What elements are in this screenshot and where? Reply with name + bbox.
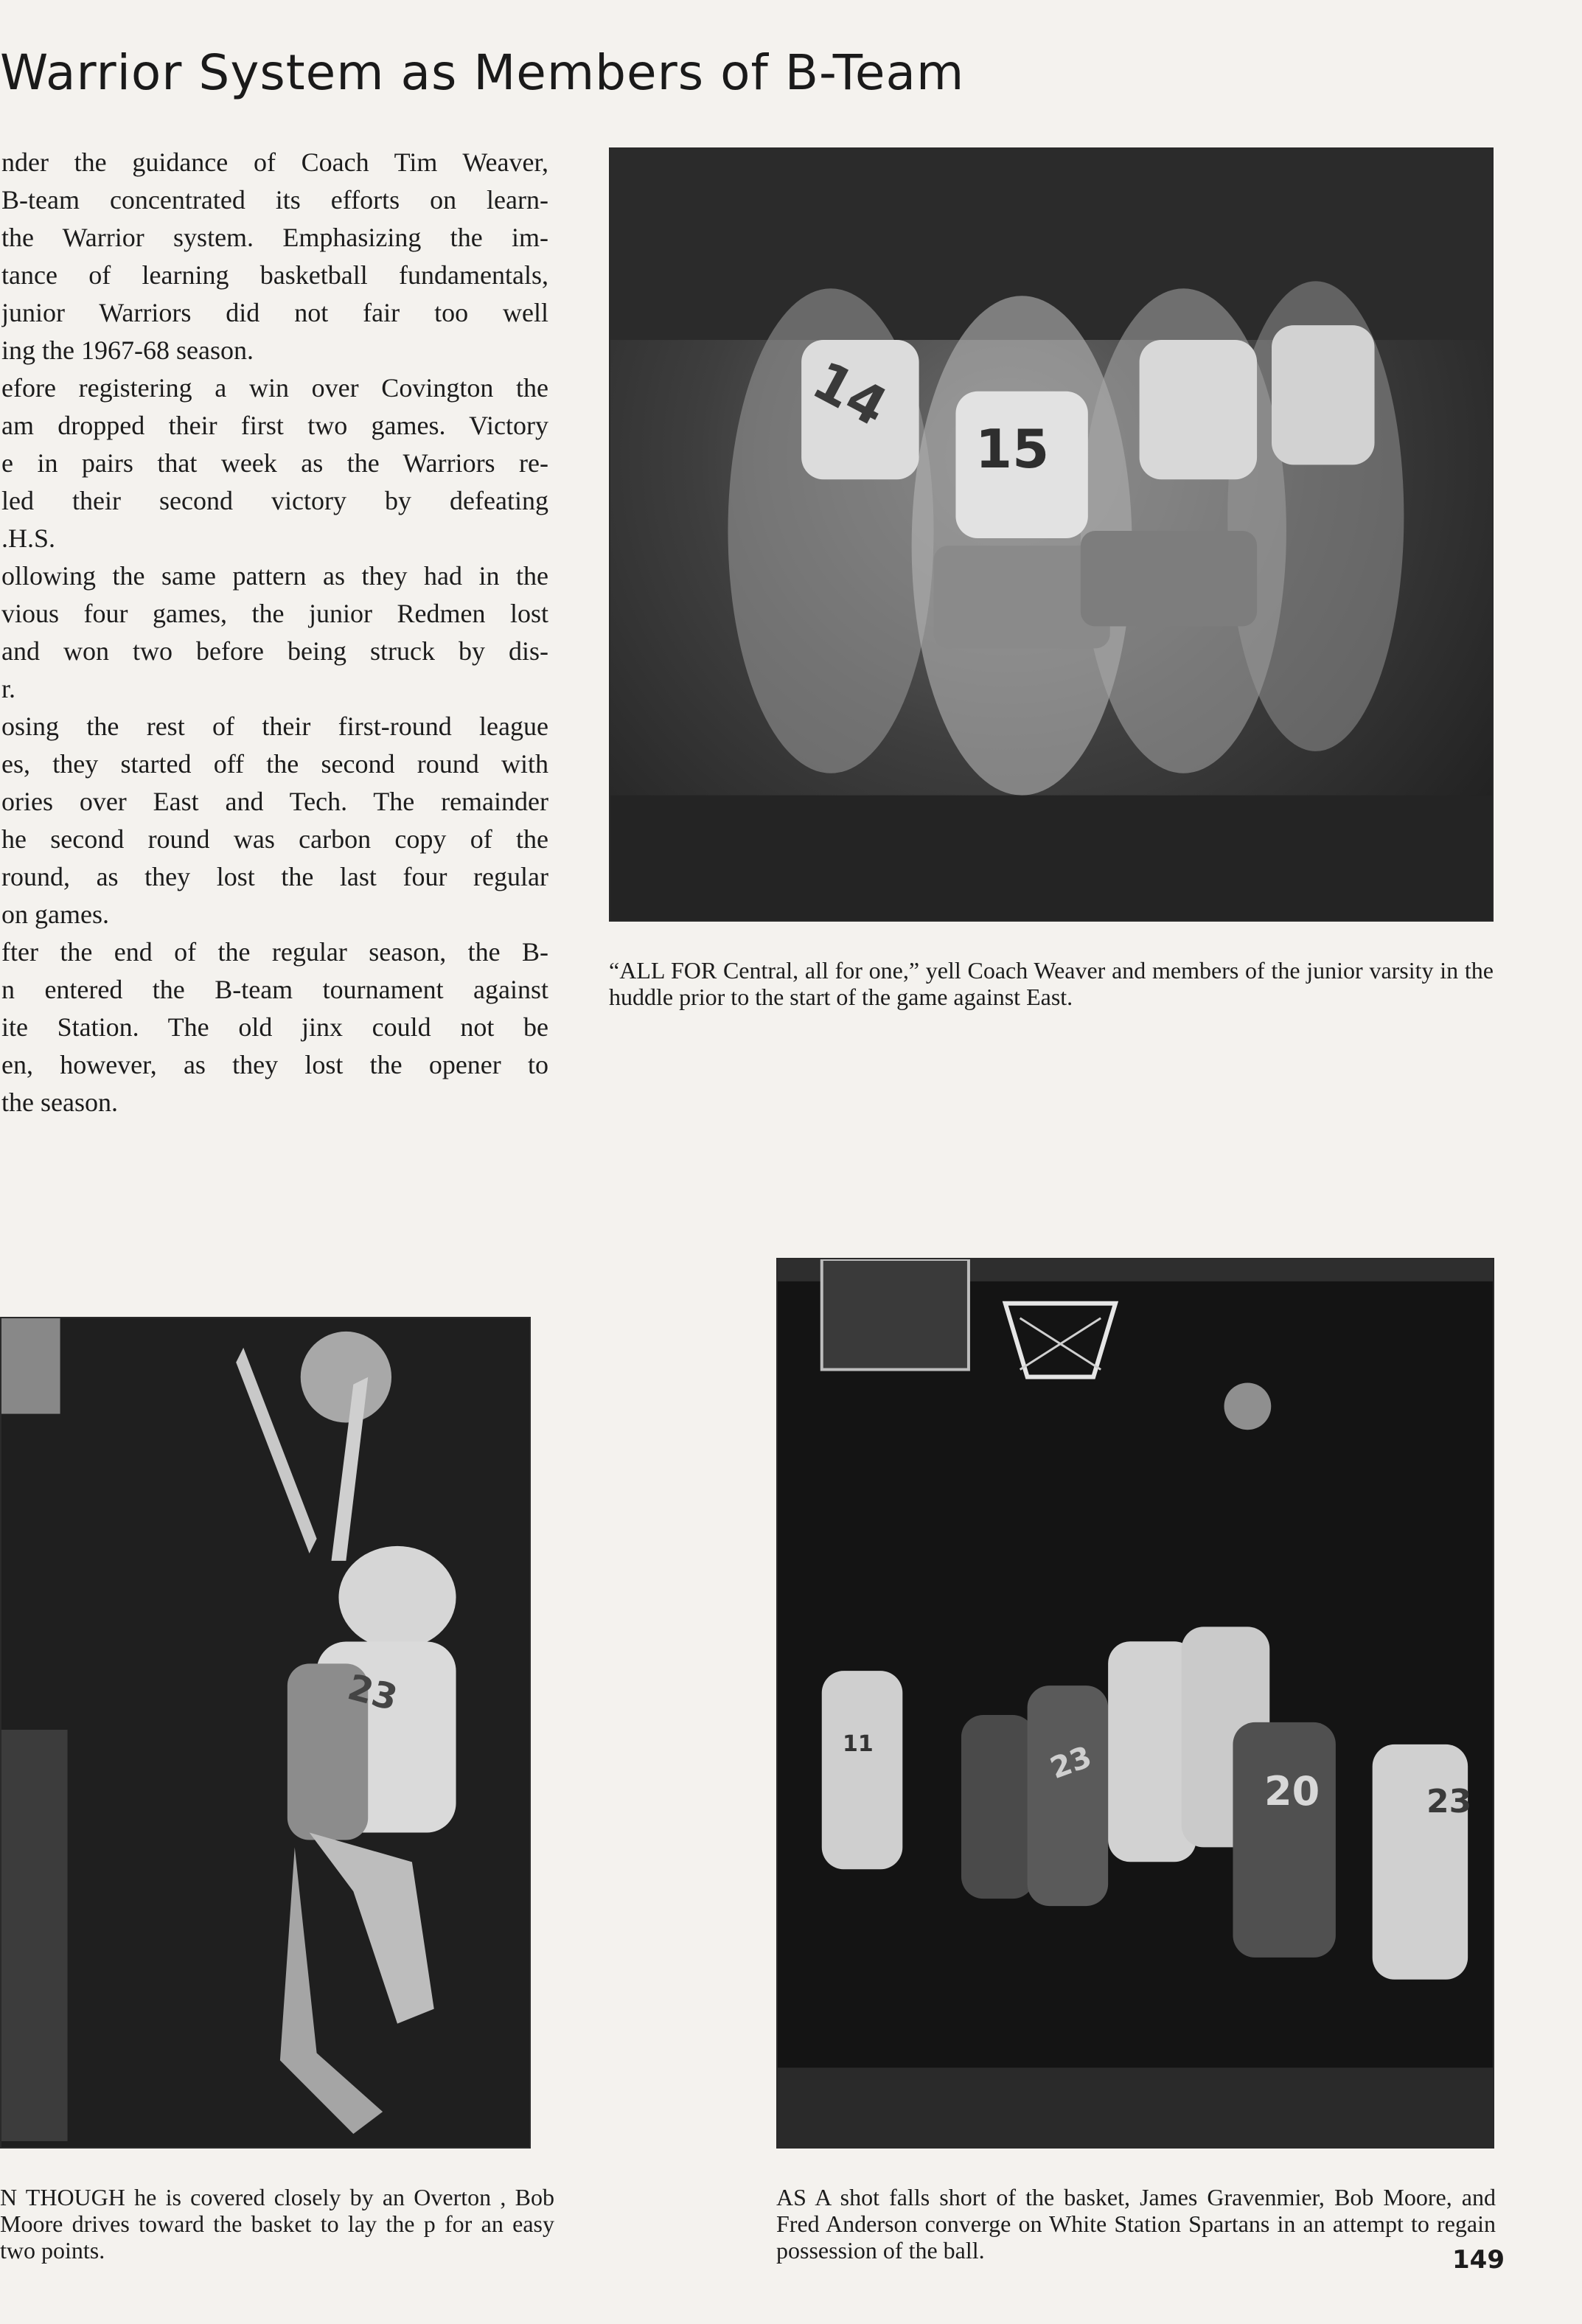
article-line: ollowing the same pattern as they had in the <box>1 561 548 591</box>
jersey-number: 20 <box>1264 1768 1320 1815</box>
article-line: ories over East and Tech. The remainder <box>1 787 548 816</box>
article-line: vious four games, the junior Redmen lost <box>1 599 548 628</box>
article-line: es, they started off the second round with <box>1 749 548 779</box>
article-line: nder the guidance of Coach Tim Weaver, <box>1 147 548 177</box>
article-line: the Warrior system. Emphasizing the im- <box>1 223 548 252</box>
article-line: e in pairs that week as the Warriors re- <box>1 448 548 478</box>
article-line: osing the rest of their first-round league <box>1 712 548 741</box>
jersey-number: 23 <box>1426 1783 1472 1820</box>
article-line: and won two before being struck by dis- <box>1 636 548 666</box>
article-line: fter the end of the regular season, the B- <box>1 937 548 967</box>
jersey-number: 23 <box>343 1666 402 1719</box>
article-line: led their second victory by defeating <box>1 486 548 515</box>
article-line: the season. <box>1 1088 118 1117</box>
article-line: n entered the B-team tournament against <box>1 975 548 1004</box>
rebound-photo <box>776 1258 1494 2149</box>
rebound-caption: AS A shot falls short of the basket, James Gravenmier, Bob Moore, and Fred Anderson converge on White Station Spartans in an attempt to regain possession of the ball. <box>776 2184 1496 2264</box>
article-line: round, as they lost the last four regular <box>1 862 548 891</box>
jersey-number: 14 <box>803 349 898 439</box>
article-line: efore registering a win over Covington the <box>1 373 548 403</box>
page-title: Warrior System as Members of B-Team <box>0 44 965 101</box>
article-line: en, however, as they lost the opener to <box>1 1050 548 1079</box>
article-line: B-team concentrated its efforts on learn- <box>1 185 548 215</box>
jersey-number: 11 <box>843 1731 874 1757</box>
article-line: he second round was carbon copy of the <box>1 824 548 854</box>
page-number: 149 <box>1452 2245 1505 2275</box>
article-line: junior Warriors did not fair too well <box>1 298 548 327</box>
huddle-photo <box>609 147 1494 922</box>
huddle-caption: “ALL FOR Central, all for one,” yell Coach Weaver and members of the junior varsity in the huddle prior to the start of the game against East. <box>609 957 1494 1010</box>
article-body <box>1 144 548 1121</box>
article-line: ing the 1967-68 season. <box>1 335 254 365</box>
article-line: am dropped their first two games. Victory <box>1 411 548 440</box>
article-line: r. <box>1 674 16 703</box>
jersey-number: 15 <box>975 418 1050 480</box>
article-line: ite Station. The old jinx could not be <box>1 1012 548 1042</box>
article-line: on games. <box>1 900 109 929</box>
layup-photo <box>0 1317 531 2149</box>
article-line: tance of learning basketball fundamentals, <box>1 260 548 290</box>
article-line: .H.S. <box>1 523 56 553</box>
jersey-number: 23 <box>1045 1739 1096 1787</box>
layup-caption: N THOUGH he is covered closely by an Overton , Bob Moore drives toward the basket to lay the p for an easy two points. <box>0 2184 554 2264</box>
